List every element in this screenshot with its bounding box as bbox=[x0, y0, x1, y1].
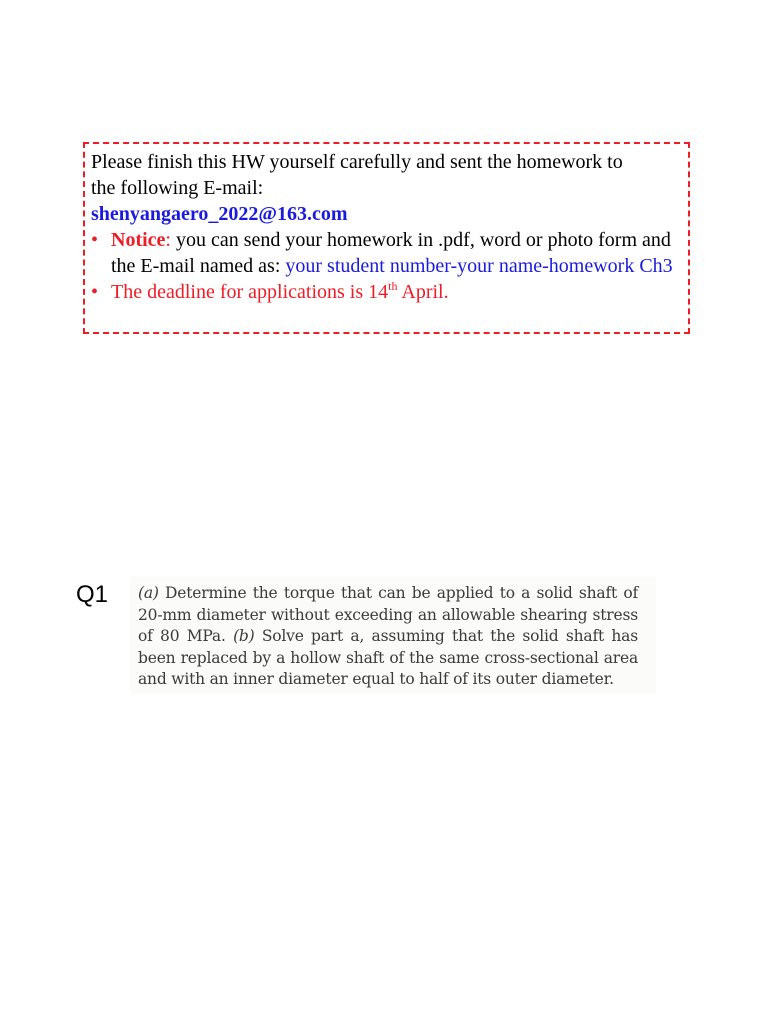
part-b-marker: (b) bbox=[233, 627, 255, 645]
deadline-end: April. bbox=[397, 281, 449, 303]
deadline-ordinal-suffix: th bbox=[388, 279, 398, 293]
deadline-prefix: The deadline for applications is 14 bbox=[111, 281, 389, 303]
homework-instructions-box bbox=[83, 142, 690, 334]
notice-bullet bbox=[91, 227, 682, 279]
part-b-text: Solve part a, assuming that the solid shaft has been replaced by a hollow shaft of the same cross-sectional area and with an inner diameter equal to half of its outer diameter. bbox=[138, 627, 638, 688]
deadline-bullet bbox=[91, 279, 682, 305]
notice-text: you can send your homework in .pdf, word or photo form and the E-mail named as: bbox=[111, 229, 671, 277]
question-text bbox=[138, 583, 638, 691]
instruction-line-2: the following E-mail: bbox=[91, 177, 264, 199]
part-a-text: Determine the torque that can be applied to a solid shaft of 20-mm diameter without exceeding an allowable shearing stress of 80 MPa. bbox=[138, 584, 638, 645]
naming-format: your student number-your name-homework Ch3 bbox=[285, 255, 673, 277]
instruction-line-1: Please finish this HW yourself carefully and sent the homework to bbox=[91, 151, 623, 173]
notice-colon: : bbox=[165, 229, 171, 251]
bullet-icon: • bbox=[91, 229, 99, 251]
submission-email[interactable] bbox=[91, 201, 682, 227]
question-label: Q1 bbox=[76, 581, 109, 608]
bullet-icon: • bbox=[91, 281, 99, 303]
part-a-marker: (a) bbox=[138, 584, 159, 602]
notice-label: Notice bbox=[111, 229, 166, 251]
email-address-link[interactable]: shenyangaero_2022@163.com bbox=[91, 203, 348, 225]
